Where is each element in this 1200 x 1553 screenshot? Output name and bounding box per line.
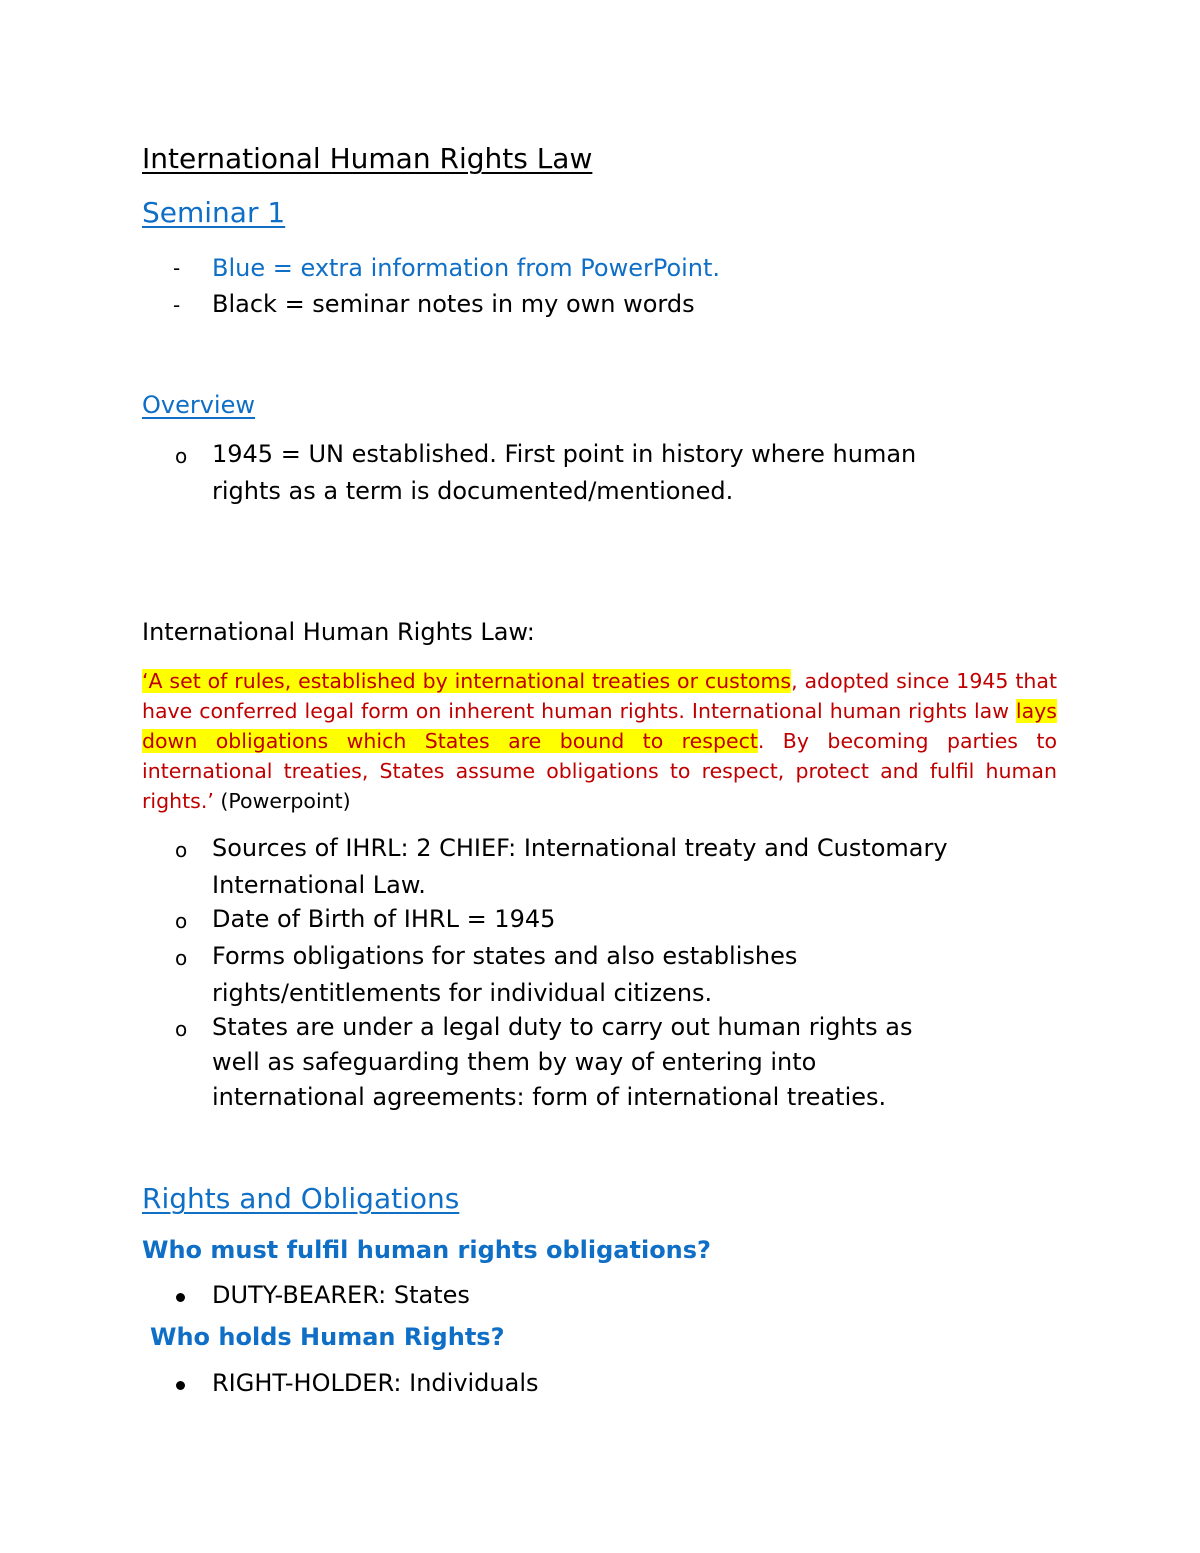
ihrl-bullet-line: Date of Birth of IHRL = 1945 (212, 905, 556, 933)
document-title: International Human Rights Law (142, 142, 593, 175)
question-heading: Who must fulfil human rights obligations? (142, 1236, 711, 1264)
overview-item-line: 1945 = UN established. First point in history where human (212, 440, 917, 468)
dash-marker: - (173, 256, 181, 280)
ihrl-bullet-line: International Law. (212, 871, 426, 899)
quote-text: . By becoming parties to international treaties, States assume obligations to respect, protect and fulfil human rights.’ (142, 729, 1057, 813)
answer-text: RIGHT-HOLDER: Individuals (212, 1369, 539, 1397)
question-heading: Who holds Human Rights? (150, 1323, 505, 1351)
quote-highlight: lays down obligations which States are bound to respect (142, 699, 1057, 753)
quote-text: , adopted since 1945 that have conferred legal form on inherent human rights. International human rights law (142, 669, 1057, 723)
key-blue-text: Blue = extra information from PowerPoint. (212, 254, 721, 282)
ihrl-bullet-line: States are under a legal duty to carry out human rights as (212, 1013, 913, 1041)
circle-bullet-icon: o (175, 838, 188, 862)
circle-bullet-icon: o (175, 1017, 188, 1041)
bullet-dot-icon (176, 1293, 185, 1302)
ihrl-heading: International Human Rights Law: (142, 618, 535, 646)
overview-item-line: rights as a term is documented/mentioned. (212, 477, 734, 505)
quote-source: (Powerpoint) (213, 789, 351, 813)
ihrl-bullet-line: international agreements: form of international treaties. (212, 1083, 887, 1111)
circle-bullet-icon: o (175, 909, 188, 933)
bullet-dot-icon (176, 1381, 185, 1390)
quote-highlight: ‘A set of rules, established by international treaties or customs (142, 669, 792, 693)
powerpoint-quote (142, 666, 1057, 816)
rights-heading: Rights and Obligations (142, 1182, 460, 1215)
ihrl-bullet-line: rights/entitlements for individual citizens. (212, 979, 713, 1007)
ihrl-bullet-line: well as safeguarding them by way of entering into (212, 1048, 817, 1076)
ihrl-bullet-line: Forms obligations for states and also establishes (212, 942, 798, 970)
circle-bullet-icon: o (175, 444, 188, 468)
overview-heading: Overview (142, 391, 255, 419)
circle-bullet-icon: o (175, 946, 188, 970)
key-black-text: Black = seminar notes in my own words (212, 290, 695, 318)
dash-marker: - (173, 293, 181, 317)
seminar-heading: Seminar 1 (142, 196, 286, 229)
answer-text: DUTY-BEARER: States (212, 1281, 470, 1309)
ihrl-bullet-line: Sources of IHRL: 2 CHIEF: International treaty and Customary (212, 834, 948, 862)
